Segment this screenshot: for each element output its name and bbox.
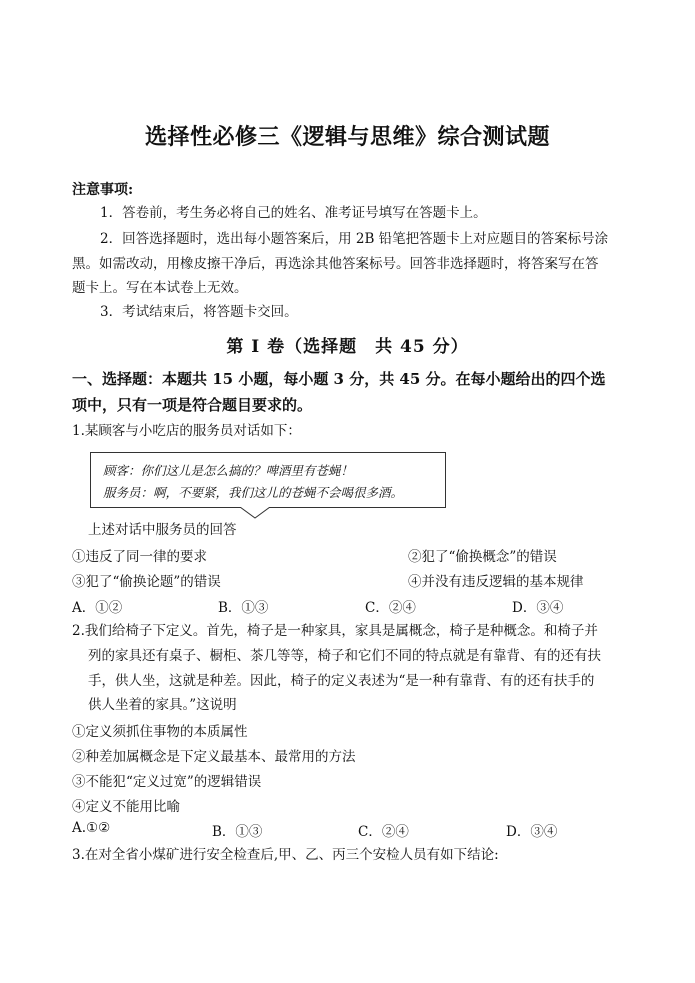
section-heading: 第 I 卷（选择题 共 45 分） — [226, 337, 469, 357]
q1-statement-2: ②犯了“偷换概念”的错误 — [408, 549, 557, 565]
dialog-bubble — [90, 452, 446, 508]
page-title: 选择性必修三《逻辑与思维》综合测试题 — [144, 124, 550, 150]
dialog-line-customer: 顾客：你们这儿是怎么搞的？啤酒里有苍蝇！ — [103, 463, 354, 478]
q1-statement-4: ④并没有违反逻辑的基本规律 — [408, 574, 584, 590]
notice-item-1: 1．答卷前，考生务必将自己的姓名、准考证号填写在答题卡上。 — [100, 205, 487, 221]
notice-item-2-line-1: 2．回答选择题时，选出每小题答案后，用 2B 铅笔把答题卡上对应题目的答案标号涂 — [100, 231, 609, 247]
notice-heading: 注意事项: — [72, 182, 134, 198]
dialog-bubble-tail — [90, 507, 446, 519]
q1-stem: 1.某顾客与小吃店的服务员对话如下： — [72, 423, 301, 439]
q1-option-d: D．③④ — [512, 600, 564, 616]
notice-item-2-line-3: 题卡上。写在本试卷上无效。 — [72, 280, 248, 296]
q2-option-d: D．③④ — [506, 824, 558, 840]
q2-stem-line-4: 供人坐着的家具。”这说明 — [88, 697, 237, 713]
q2-stem-line-3: 手，供人坐，这就是种差。因此，椅子的定义表述为“是一种有靠背、有的还有扶手的 — [88, 673, 595, 689]
q3-stem: 3.在对全省小煤矿进行安全检查后,甲、乙、丙三个安检人员有如下结论: — [72, 847, 499, 863]
part-heading-line-1: 一、选择题：本题共 15 小题，每小题 3 分，共 45 分。在每小题给出的四个选 — [72, 370, 606, 388]
q2-option-a: A.①② — [72, 820, 111, 836]
q2-stem-line-1: 2.我们给椅子下定义。首先，椅子是一种家具，家具是属概念，椅子是种概念。和椅子并 — [72, 623, 598, 639]
q1-option-c: C．②④ — [365, 600, 416, 616]
q1-statement-3: ③犯了“偷换论题”的错误 — [72, 574, 221, 590]
q2-statement-4: ④定义不能用比喻 — [72, 799, 180, 815]
q2-statement-2: ②种差加属概念是下定义最基本、最常用的方法 — [72, 749, 356, 765]
q2-option-b: B．①③ — [212, 824, 263, 840]
q2-stem-line-2: 列的家具还有桌子、橱柜、茶几等等，椅子和它们不同的特点就是有靠背、有的还有扶 — [88, 648, 601, 664]
q1-prompt: 上述对话中服务员的回答 — [88, 522, 237, 538]
notice-item-2-line-2: 黑。如需改动，用橡皮擦干净后，再选涂其他答案标号。回答非选择题时，将答案写在答 — [72, 256, 599, 272]
q2-statement-3: ③不能犯“定义过宽”的逻辑错误 — [72, 774, 262, 790]
part-heading-line-2: 项中，只有一项是符合题目要求的。 — [72, 396, 313, 414]
q1-statement-1: ①违反了同一律的要求 — [72, 549, 207, 565]
q1-option-a: A．①② — [72, 600, 123, 616]
q2-statement-1: ①定义须抓住事物的本质属性 — [72, 724, 248, 740]
q1-option-b: B．①③ — [218, 600, 269, 616]
notice-item-3: 3．考试结束后，将答题卡交回。 — [100, 304, 298, 320]
q2-option-c: C．②④ — [358, 824, 409, 840]
dialog-line-waiter: 服务员：啊，不要紧，我们这儿的苍蝇不会喝很多酒。 — [103, 485, 404, 500]
